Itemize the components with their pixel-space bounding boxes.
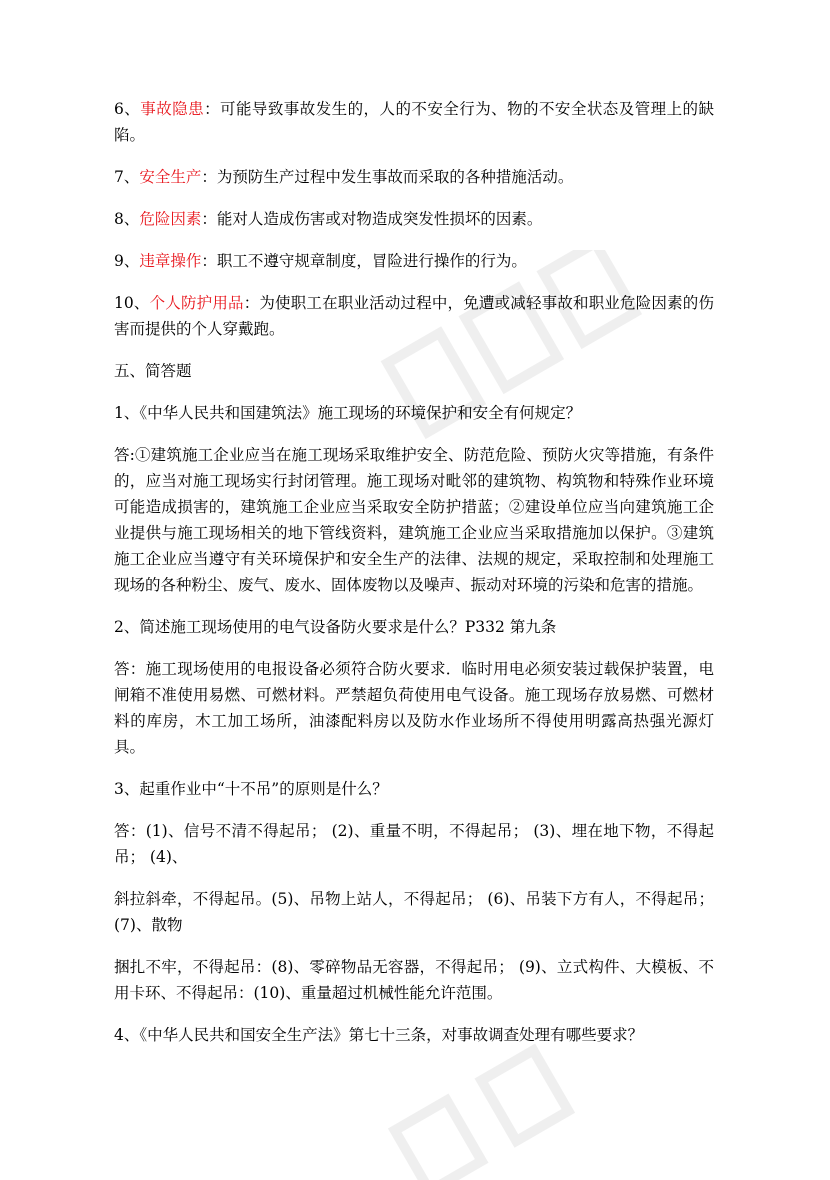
answer-3-part-3: 捆扎不牢，不得起吊：(8)、零碎物品无容器，不得起吊； (9)、立式构件、大模板、不用卡环、不得起吊：(10)、重量超过机械性能允许范围。 (114, 958, 714, 1002)
definition-text: ：能对人造成伤害或对物造成突发性损坏的因素。 (201, 210, 543, 228)
definition-term: 个人防护用品 (149, 294, 244, 312)
definition-8 (114, 206, 714, 232)
definition-number: 9、 (114, 252, 140, 270)
definition-6 (114, 96, 714, 148)
definition-term: 安全生产 (139, 168, 202, 186)
definition-term: 违章操作 (139, 252, 202, 270)
definition-number: 6、 (114, 100, 141, 118)
definition-10 (114, 290, 714, 342)
document-body (114, 96, 714, 1064)
definition-text: ：为预防生产过程中发生事故而采取的各种措施活动。 (201, 168, 574, 186)
definition-7 (114, 164, 714, 190)
definition-term: 危险因素 (139, 210, 202, 228)
answer-2: 答：施工现场使用的电报设备必须符合防火要求．临时用电必须安装过载保护装置，电闸箱不准使用易燃、可燃材料。严禁超负荷使用电气设备。施工现场存放易燃、可燃材料的库房，木工加工场所，油漆配料房以及防水作业场所不得使用明露高热强光源灯具。 (114, 660, 714, 756)
question-4: 4、《中华人民共和国安全生产法》第七十三条，对事故调查处理有哪些要求？ (114, 1026, 644, 1044)
definition-text: ：可能导致事故发生的，人的不安全行为、物的不安全状态及管理上的缺陷。 (114, 100, 714, 144)
definition-text: ：职工不遵守规章制度，冒险进行操作的行为。 (201, 252, 527, 270)
answer-3-part-2: 斜拉斜牵，不得起吊。(5)、吊物上站人，不得起吊； (6)、吊装下方有人，不得起吊； (7)、散物 (114, 890, 714, 934)
definition-9 (114, 248, 714, 274)
answer-3-part-1: 答：(1)、信号不清不得起吊； (2)、重量不明，不得起吊； (3)、埋在地下物，不得起吊； (4)、 (114, 822, 714, 866)
definition-number: 10、 (114, 294, 150, 312)
answer-1: 答:①建筑施工企业应当在施工现场采取维护安全、防范危险、预防火灾等措施，有条件的，应当对施工现场实行封闭管理。施工现场对毗邻的建筑物、构筑物和特殊作业环境可能造成损害的，建筑施工企业应当采取安全防护措蓝；②建设单位应当向建筑施工企业提供与施工现场相关的地下管线资料，建筑施工企业应当采取措施加以保护。③建筑施工企业应当遵守有关环境保护和安全生产的法律、法规的规定，采取控制和处理施工现场的各种粉尘、废气、废水、固体废物以及噪声、振动对环境的污染和危害的措施。 (114, 446, 714, 594)
section-title: 五、简答题 (114, 362, 192, 380)
definition-number: 7、 (114, 168, 140, 186)
question-2: 2、简述施工现场使用的电气设备防火要求是什么？P332 第九条 (114, 618, 557, 636)
definition-text: ：为使职工在职业活动过程中，免遭或减轻事故和职业危险因素的伤害而提供的个人穿戴跑。 (114, 294, 714, 338)
question-1: 1、《中华人民共和国建筑法》施工现场的环境保护和安全有何规定？ (114, 404, 582, 422)
definition-term: 事故隐患 (140, 100, 205, 118)
definition-number: 8、 (114, 210, 140, 228)
question-3: 3、起重作业中“十不吊”的原则是什么？ (114, 780, 388, 798)
